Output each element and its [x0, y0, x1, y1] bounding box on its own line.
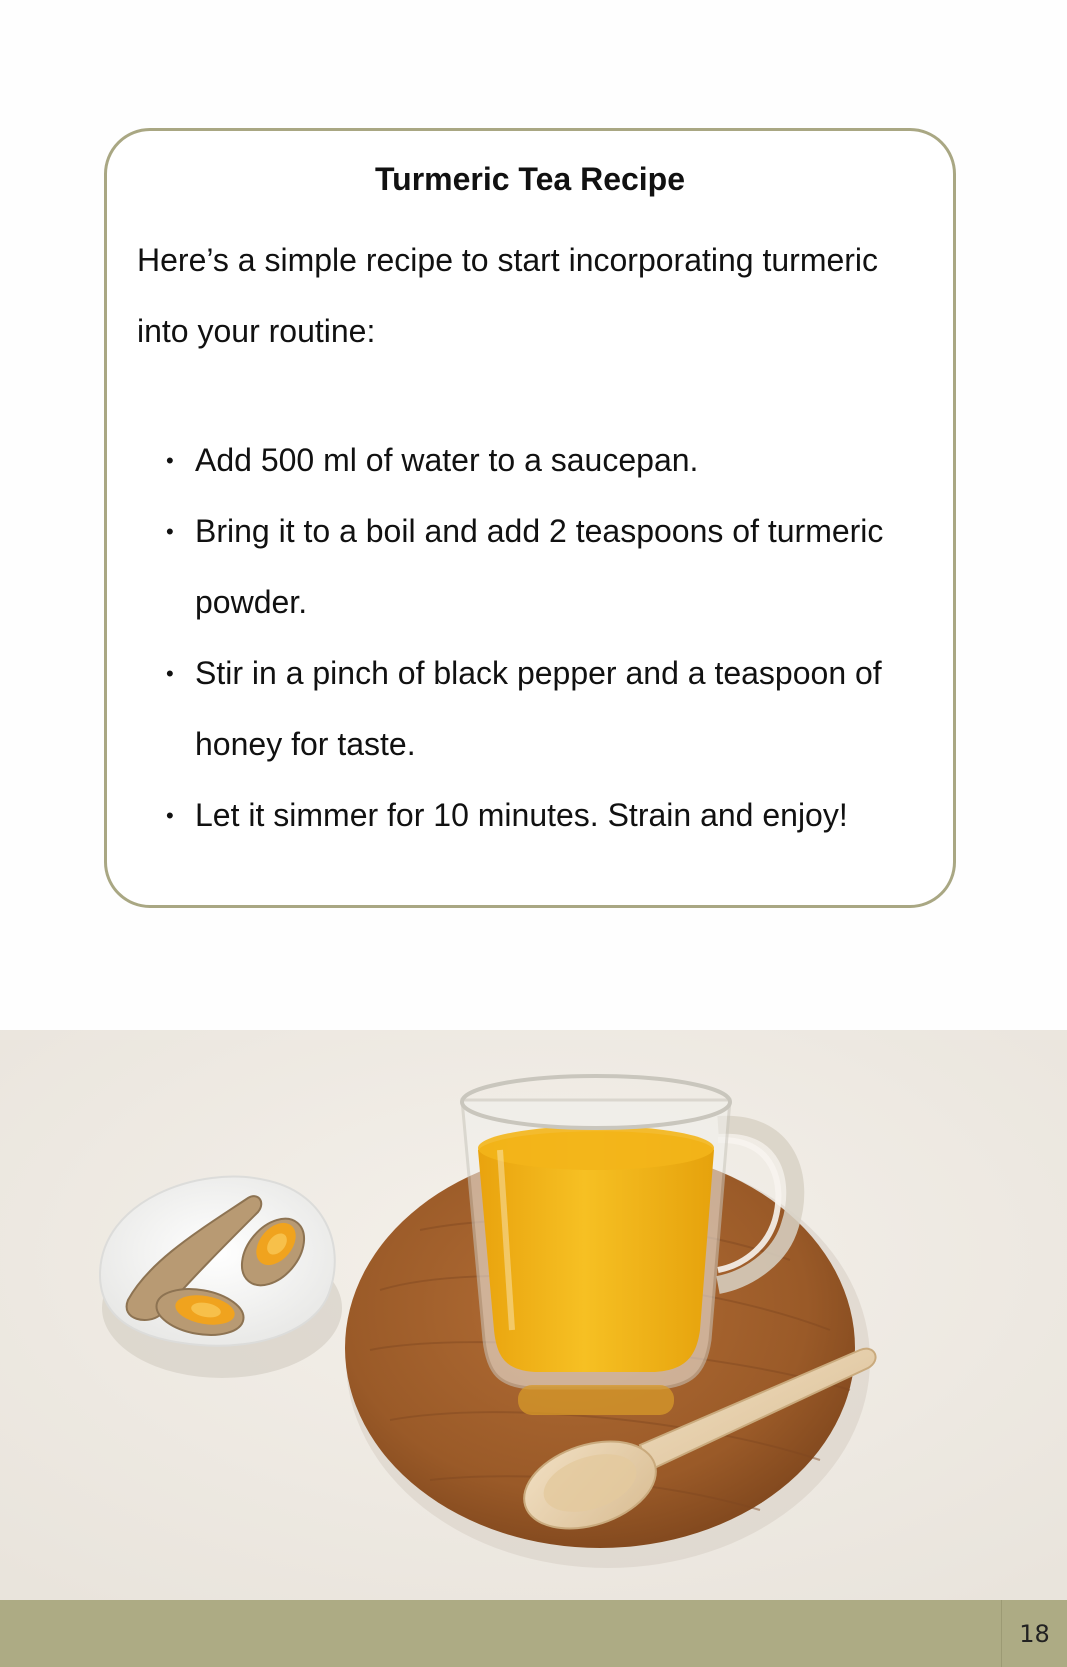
recipe-step-text: Add 500 ml of water to a saucepan. — [195, 442, 699, 478]
bullet-icon: • — [166, 661, 174, 686]
recipe-steps-list — [137, 425, 923, 851]
recipe-step — [137, 638, 923, 780]
turmeric-tea-photo — [0, 1030, 1067, 1600]
recipe-intro — [137, 225, 923, 367]
recipe-step-text: Bring it to a boil and add 2 teaspoons of turmeric — [195, 513, 884, 549]
footer-bar — [0, 1600, 1067, 1667]
recipe-step-text: honey for taste. — [195, 726, 416, 762]
page-number: 18 — [1001, 1600, 1067, 1667]
recipe-step-text: Let it simmer for 10 minutes. Strain and enjoy! — [195, 797, 848, 833]
bullet-icon: • — [166, 519, 174, 544]
recipe-step — [137, 496, 923, 638]
recipe-step — [137, 780, 923, 851]
recipe-box — [104, 128, 956, 908]
recipe-intro-line-1: Here’s a simple recipe to start incorporating turmeric — [137, 242, 879, 278]
recipe-step — [137, 425, 923, 496]
recipe-intro-line-2: into your routine: — [137, 313, 376, 349]
bullet-icon: • — [166, 803, 174, 828]
recipe-step-text: Stir in a pinch of black pepper and a teaspoon of — [195, 655, 882, 691]
bullet-icon: • — [166, 448, 174, 473]
recipe-title: Turmeric Tea Recipe — [374, 161, 686, 197]
recipe-step-text: powder. — [195, 584, 308, 620]
